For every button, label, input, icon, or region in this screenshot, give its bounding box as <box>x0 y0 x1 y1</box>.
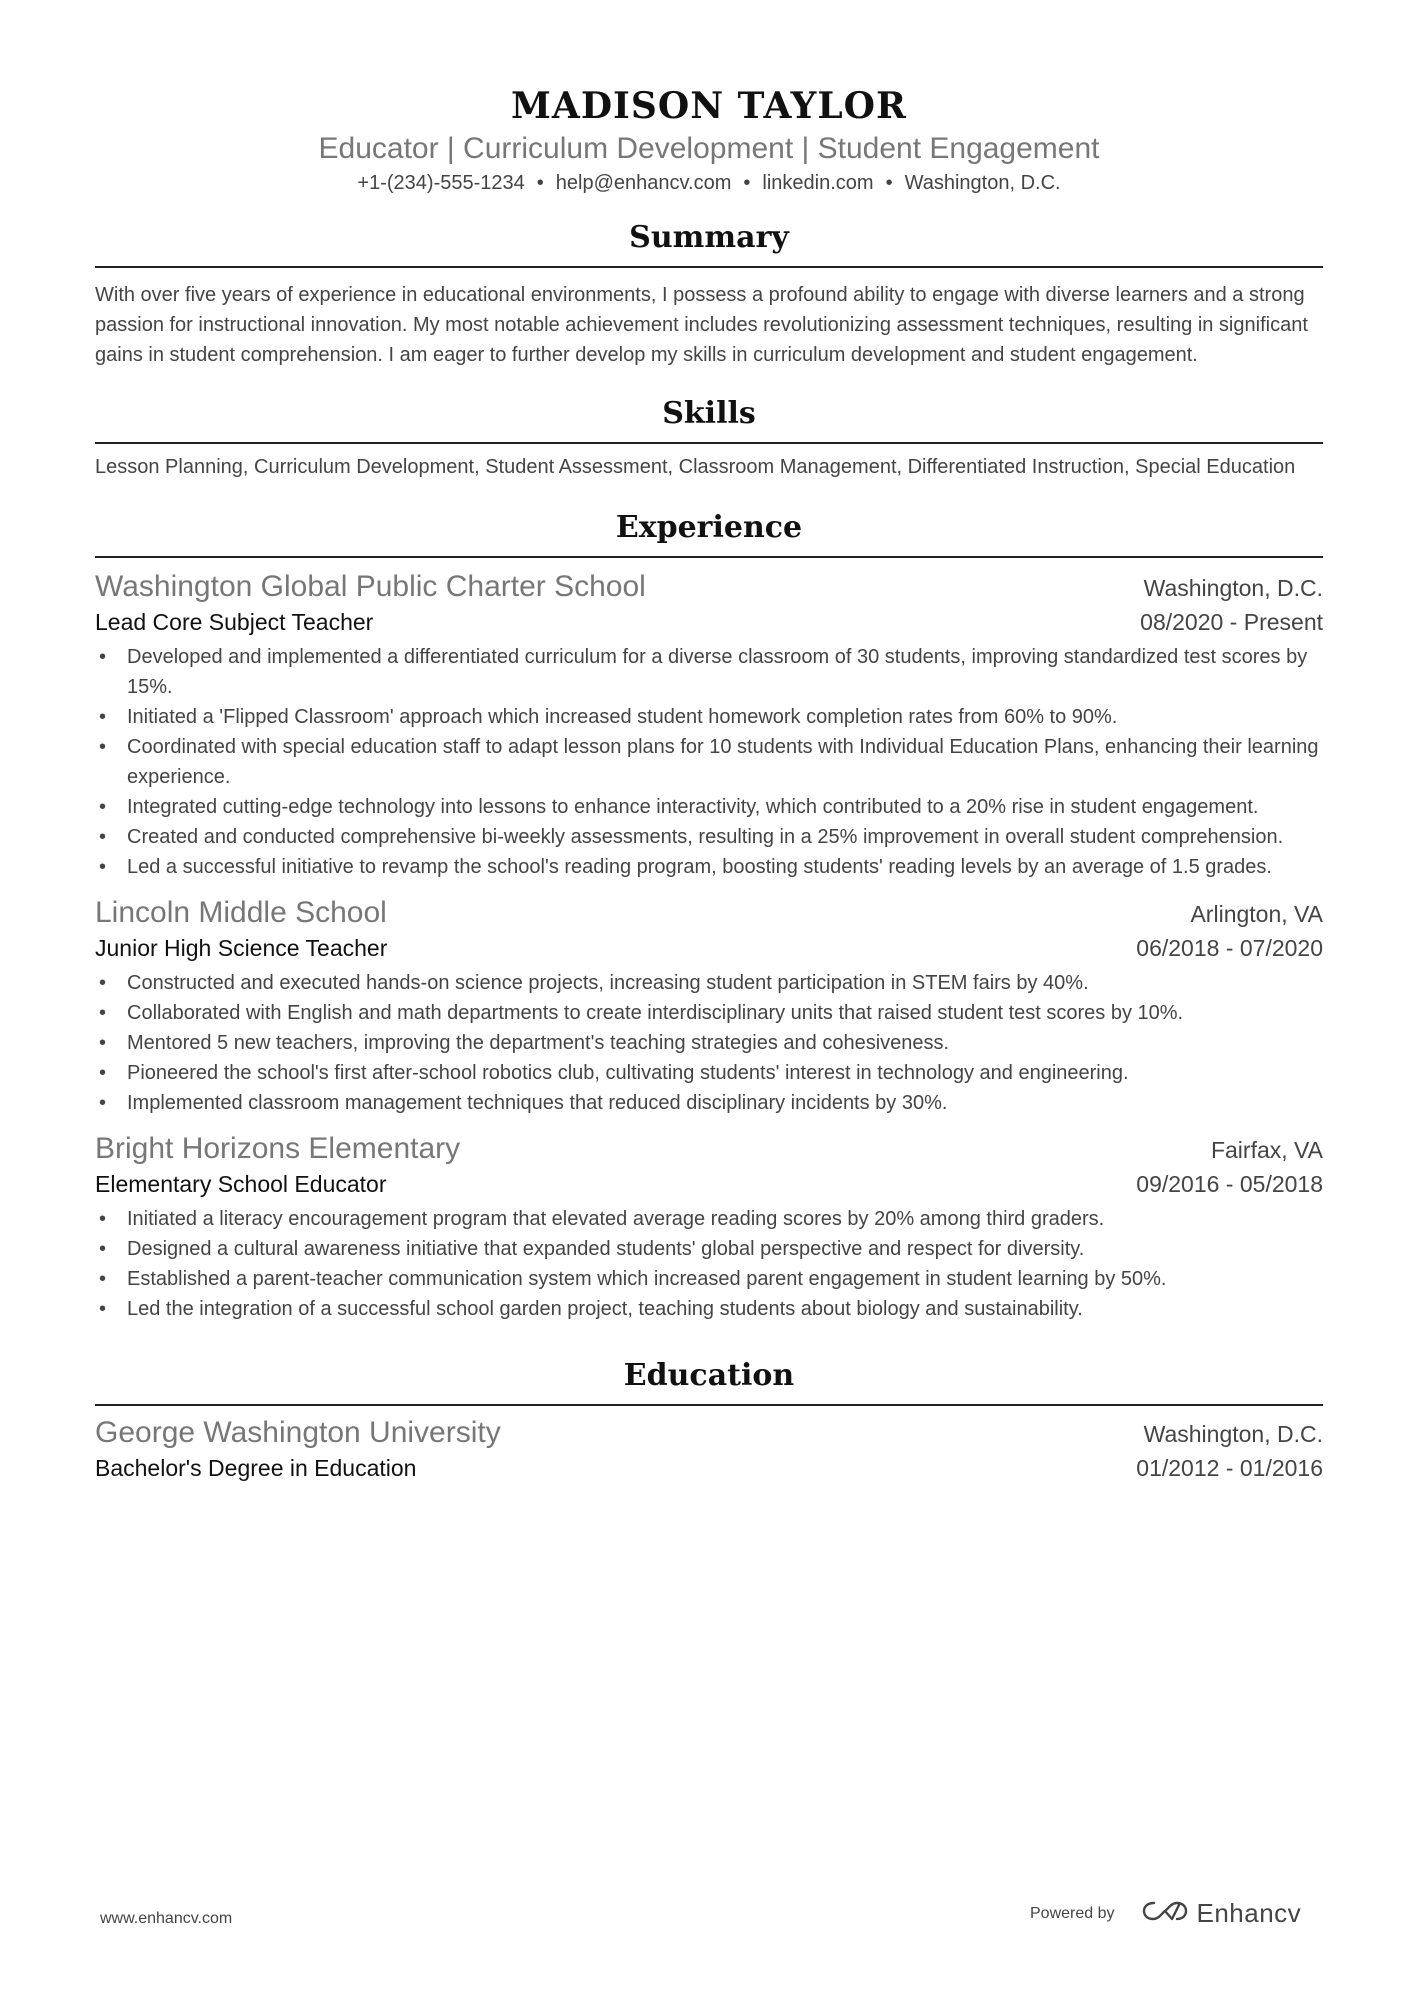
entry-location: Fairfax, VA <box>1210 1137 1323 1163</box>
education-entry <box>95 1414 1323 1484</box>
separator-dot: • <box>536 172 544 194</box>
bullet-item: • Constructed and executed hands-on science projects, increasing student participation in STEM fairs by 40%. <box>95 968 1323 998</box>
entry-location: Arlington, VA <box>1190 901 1323 927</box>
experience-entry <box>95 1130 1323 1324</box>
organization-name: Bright Horizons Elementary <box>95 1132 461 1165</box>
job-title: Lead Core Subject Teacher <box>95 609 374 635</box>
headline: Educator | Curriculum Development | Student Engagement <box>318 132 1100 165</box>
experience-entry <box>95 894 1323 1118</box>
separator-dot: • <box>743 172 751 194</box>
experience-section <box>95 508 1323 1324</box>
brand-name[interactable]: Enhancv <box>1196 1898 1302 1928</box>
bullet-item: • Initiated a 'Flipped Classroom' approach which increased student homework completion rates from 60% to 90%. <box>95 702 1323 732</box>
section-divider <box>95 266 1323 268</box>
date-range: 08/2020 - Present <box>1140 609 1323 635</box>
skills-title: Skills <box>662 396 756 431</box>
candidate-name: MADISON TAYLOR <box>511 85 907 127</box>
section-divider <box>95 442 1323 444</box>
bullet-item: • Led a successful initiative to revamp the school's reading program, boosting students' reading levels by an average of 1.5 grades. <box>95 852 1323 882</box>
bullet-item: • Pioneered the school's first after-school robotics club, cultivating students' interest in technology and engineering. <box>95 1058 1323 1088</box>
resume-header <box>95 0 1323 196</box>
contact-line <box>95 170 1323 196</box>
bullet-item: • Collaborated with English and math departments to create interdisciplinary units that raised student test scores by 10%. <box>95 998 1323 1028</box>
job-title: Junior High Science Teacher <box>95 935 388 961</box>
organization-name: Lincoln Middle School <box>95 896 387 929</box>
experience-entry <box>95 568 1323 882</box>
summary-text: With over five years of experience in educational environments, I possess a profound ability to engage with diverse learners and a strong passion for instructional innovation. My most notable achievement includes revolutionizing assessment techniques, resulting in significant gains in student comprehension. I am eager to further develop my skills in curriculum development and student engagement. <box>95 284 1308 366</box>
resume-page <box>95 0 1323 1484</box>
powered-by-label: Powered by <box>1030 1904 1115 1922</box>
organization-name: Washington Global Public Charter School <box>95 570 646 603</box>
experience-title: Experience <box>615 510 803 545</box>
bullet-list <box>95 1204 1323 1324</box>
school-name: George Washington University <box>95 1416 501 1449</box>
date-range: 09/2016 - 05/2018 <box>1136 1171 1323 1197</box>
bullet-item: • Initiated a literacy encouragement program that elevated average reading scores by 20% among third graders. <box>95 1204 1323 1234</box>
bullet-item: • Created and conducted comprehensive bi-weekly assessments, resulting in a 25% improvement in overall student comprehension. <box>95 822 1323 852</box>
bullet-item: • Developed and implemented a differentiated curriculum for a diverse classroom of 30 students, improving standardized test scores by 15%. <box>95 642 1323 702</box>
footer-website-link[interactable]: www.enhancv.com <box>100 1910 233 1927</box>
linkedin-link[interactable]: linkedin.com <box>762 172 874 194</box>
bullet-item: • Implemented classroom management techniques that reduced disciplinary incidents by 30%. <box>95 1088 1323 1118</box>
bullet-list <box>95 968 1323 1118</box>
skills-text: Lesson Planning, Curriculum Development, Student Assessment, Classroom Management, Differentiated Instruction, Special Education <box>95 456 1296 478</box>
phone: +1-(234)-555-1234 <box>357 172 525 194</box>
bullet-item: • Mentored 5 new teachers, improving the department's teaching strategies and cohesiveness. <box>95 1028 1323 1058</box>
education-section <box>95 1356 1323 1484</box>
section-divider <box>95 1404 1323 1406</box>
school-location: Washington, D.C. <box>1143 1421 1323 1447</box>
bullet-item: • Coordinated with special education staff to adapt lesson plans for 10 students with Individual Education Plans, enhancing their learning experience. <box>95 732 1323 792</box>
bullet-item: • Established a parent-teacher communication system which increased parent engagement in student learning by 50%. <box>95 1264 1323 1294</box>
bullet-list <box>95 642 1323 882</box>
enhancv-logo-icon <box>1141 1898 1189 1929</box>
skills-section <box>95 394 1323 480</box>
email-link[interactable]: help@enhancv.com <box>555 172 732 194</box>
education-dates: 01/2012 - 01/2016 <box>1136 1455 1323 1481</box>
contact-location: Washington, D.C. <box>904 172 1061 194</box>
separator-dot: • <box>885 172 893 194</box>
date-range: 06/2018 - 07/2020 <box>1136 935 1323 961</box>
entry-location: Washington, D.C. <box>1143 575 1323 601</box>
summary-section <box>95 218 1323 370</box>
footer-branding <box>1030 1898 1301 1929</box>
job-title: Elementary School Educator <box>95 1171 387 1197</box>
education-title: Education <box>623 1358 795 1393</box>
section-divider <box>95 556 1323 558</box>
bullet-item: • Integrated cutting-edge technology into lessons to enhance interactivity, which contributed to a 20% rise in student engagement. <box>95 792 1323 822</box>
degree: Bachelor's Degree in Education <box>95 1455 417 1481</box>
bullet-item: • Designed a cultural awareness initiative that expanded students' global perspective and respect for diversity. <box>95 1234 1323 1264</box>
summary-title: Summary <box>629 220 789 255</box>
bullet-item: • Led the integration of a successful school garden project, teaching students about biology and sustainability. <box>95 1294 1323 1324</box>
